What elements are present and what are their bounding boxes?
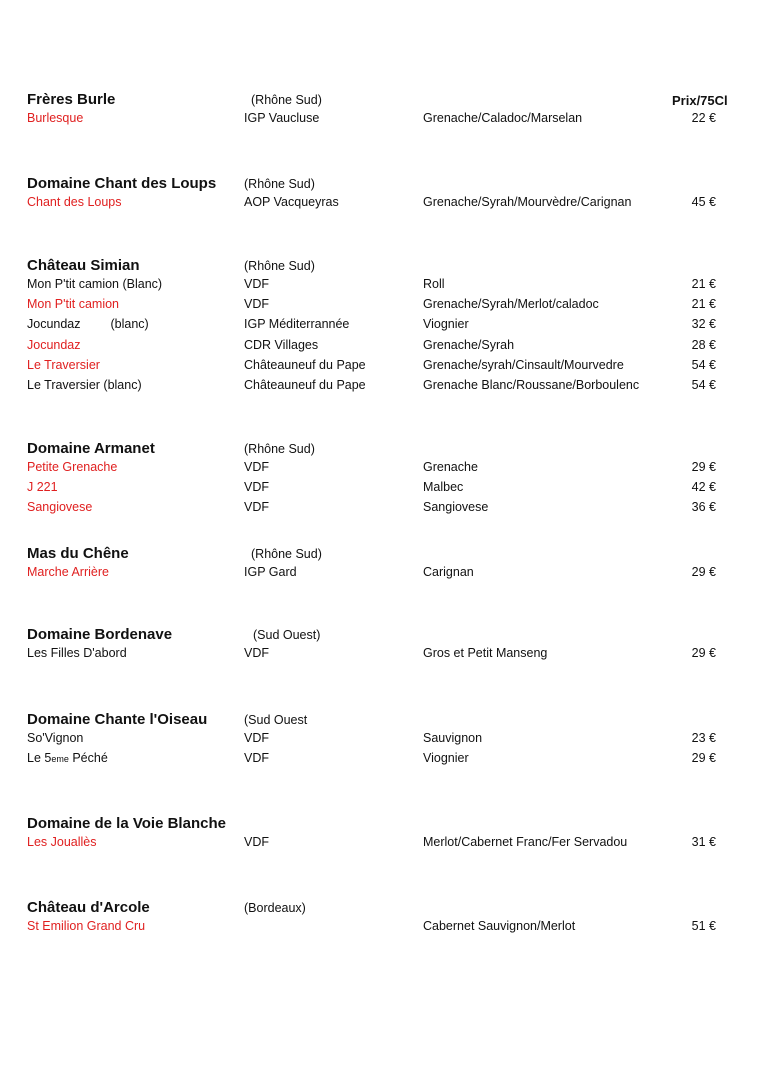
wine-grapes: Grenache/Caladoc/Marselan xyxy=(423,111,583,125)
wine-appellation: VDF xyxy=(244,835,269,849)
wine-grapes: Grenache xyxy=(423,460,478,474)
wine-grapes: Roll xyxy=(423,277,445,291)
wine-grapes: Cabernet Sauvignon/Merlot xyxy=(423,919,576,933)
wine-price: 29 € xyxy=(691,460,716,474)
producer-name: Domaine Chant des Loups xyxy=(27,175,217,192)
wine-name xyxy=(27,480,58,494)
wine-price: 28 € xyxy=(691,337,716,352)
producer-section xyxy=(27,815,747,855)
producer-name: Domaine de la Voie Blanche xyxy=(27,815,226,832)
wine-name xyxy=(27,751,108,765)
wine-name-text: Jocundaz xyxy=(27,337,81,352)
producer-name: Domaine Bordenave xyxy=(27,626,173,643)
producer-header xyxy=(27,257,747,277)
wine-grapes: Viognier xyxy=(423,751,469,766)
wine-name xyxy=(27,500,92,514)
wine-grapes: Grenache/syrah/Cinsault/Mourvedre xyxy=(423,357,624,372)
producer-section xyxy=(27,175,747,215)
wine-price: 21 € xyxy=(691,297,716,312)
wine-grapes: Grenache/Syrah/Merlot/caladoc xyxy=(423,297,599,312)
wine-row xyxy=(27,111,747,131)
wine-appellation: IGP Vaucluse xyxy=(244,111,320,125)
wine-price: 54 € xyxy=(691,357,716,372)
wine-appellation: VDF xyxy=(244,480,269,495)
producer-section xyxy=(27,899,747,939)
wine-price: 45 € xyxy=(691,195,716,209)
wine-name xyxy=(27,731,83,745)
wine-grapes: Sangiovese xyxy=(423,500,489,515)
producer-header xyxy=(27,626,747,646)
producer-section xyxy=(27,257,747,398)
producer-name: Mas du Chêne xyxy=(27,545,129,562)
producer-name: Domaine Chante l'Oiseau xyxy=(27,711,208,728)
wine-price: 23 € xyxy=(691,731,716,745)
producer-name: Domaine Armanet xyxy=(27,440,155,457)
wine-name-superscript: eme xyxy=(51,754,69,765)
wine-row xyxy=(27,358,747,378)
wine-grapes: Sauvignon xyxy=(423,731,483,745)
wine-name-text: Burlesque xyxy=(27,111,84,125)
producer-header xyxy=(27,711,747,731)
wine-row xyxy=(27,480,747,500)
producer-region: (Sud Ouest) xyxy=(253,628,321,642)
producer-region: (Rhône Sud) xyxy=(244,177,315,191)
wine-row xyxy=(27,195,747,215)
wine-appellation: VDF xyxy=(244,460,269,474)
producer-section xyxy=(27,626,747,666)
wine-name-text: Les Jouallès xyxy=(27,835,97,849)
wine-name-rest: Péché xyxy=(68,751,108,766)
wine-name xyxy=(27,317,149,331)
wine-row xyxy=(27,919,747,939)
producer-section xyxy=(27,545,747,585)
producer-name: Frères Burle xyxy=(27,91,116,108)
producer-section xyxy=(27,440,747,521)
wine-grapes: Grenache Blanc/Roussane/Borboulenc xyxy=(423,377,640,392)
wine-name xyxy=(27,646,127,660)
wine-grapes: Grenache/Syrah xyxy=(423,337,515,352)
wine-name-text: Petite Grenache xyxy=(27,460,118,474)
wine-name xyxy=(27,297,119,311)
producer-name: Château Simian xyxy=(27,257,140,274)
wine-row xyxy=(27,731,747,751)
wine-row xyxy=(27,460,747,480)
wine-name xyxy=(27,378,142,392)
producer-region: (Bordeaux) xyxy=(244,901,306,915)
wine-name-text: Sangiovese xyxy=(27,500,93,515)
producer-header xyxy=(27,175,747,195)
wine-row xyxy=(27,277,747,297)
wine-name-text: Jocundaz xyxy=(27,317,81,332)
wine-price: 22 € xyxy=(691,111,716,125)
wine-grapes: Merlot/Cabernet Franc/Fer Servadou xyxy=(423,835,628,849)
price-column-header: Prix/75Cl xyxy=(672,93,728,108)
producer-region: (Rhône Sud) xyxy=(244,259,315,273)
wine-name-text: J 221 xyxy=(27,480,58,495)
wine-appellation: VDF xyxy=(244,731,269,745)
wine-grapes: Viognier xyxy=(423,317,469,332)
wine-price: 51 € xyxy=(691,919,716,933)
producer-section xyxy=(27,91,747,131)
wine-grapes: Carignan xyxy=(423,565,474,579)
wine-appellation: Châteauneuf du Pape xyxy=(244,357,366,372)
wine-row xyxy=(27,751,747,771)
wine-grapes: Malbec xyxy=(423,480,464,495)
wine-price: 54 € xyxy=(691,377,716,392)
wine-name-suffix: (blanc) xyxy=(110,317,149,332)
wine-price: 21 € xyxy=(691,277,716,291)
producer-name: Château d'Arcole xyxy=(27,899,150,916)
wine-name xyxy=(27,358,100,372)
wine-name-text: St Emilion Grand Cru xyxy=(27,919,146,933)
wine-name-text: Le Traversier xyxy=(27,357,100,372)
wine-price: 29 € xyxy=(691,565,716,579)
wine-price: 32 € xyxy=(691,317,716,332)
wine-name-text: Le Traversier (blanc) xyxy=(27,377,142,392)
wine-appellation: Châteauneuf du Pape xyxy=(244,377,366,392)
wine-name-text: So'Vignon xyxy=(27,731,84,745)
wine-row xyxy=(27,565,747,585)
wine-grapes: Grenache/Syrah/Mourvèdre/Carignan xyxy=(423,195,632,209)
wine-name-text: Mon P'tit camion (Blanc) xyxy=(27,277,163,291)
producer-region: (Rhône Sud) xyxy=(251,547,322,561)
producer-header xyxy=(27,91,747,111)
producer-region: (Sud Ouest xyxy=(244,713,308,727)
wine-price: 29 € xyxy=(691,751,716,766)
producer-header xyxy=(27,815,747,835)
wine-row xyxy=(27,835,747,855)
wine-appellation: VDF xyxy=(244,500,269,515)
wine-appellation: VDF xyxy=(244,277,269,291)
wine-name xyxy=(27,338,81,352)
wine-price: 36 € xyxy=(691,500,716,515)
wine-grapes: Gros et Petit Manseng xyxy=(423,646,548,660)
wine-appellation: CDR Villages xyxy=(244,337,319,352)
wine-appellation: VDF xyxy=(244,751,269,766)
producer-section xyxy=(27,711,747,771)
wine-name-text: Le 5 xyxy=(27,751,52,766)
wine-name-text: Mon P'tit camion xyxy=(27,297,120,312)
wine-row xyxy=(27,646,747,666)
wine-row xyxy=(27,338,747,358)
producer-header xyxy=(27,545,747,565)
wine-name xyxy=(27,919,145,933)
wine-row xyxy=(27,297,747,317)
wine-appellation: IGP Gard xyxy=(244,565,297,579)
wine-row xyxy=(27,378,747,398)
wine-name-text: Les Filles D'abord xyxy=(27,646,127,660)
wine-price: 42 € xyxy=(691,480,716,495)
wine-appellation: VDF xyxy=(244,297,269,312)
wine-name xyxy=(27,277,162,291)
wine-appellation: AOP Vacqueyras xyxy=(244,195,339,209)
wine-name xyxy=(27,565,109,579)
producer-region: (Rhône Sud) xyxy=(251,93,322,107)
wine-row xyxy=(27,317,747,337)
wine-name xyxy=(27,835,97,849)
wine-appellation: VDF xyxy=(244,646,269,660)
producer-header xyxy=(27,899,747,919)
wine-name-text: Marche Arrière xyxy=(27,565,109,579)
wine-appellation: IGP Méditerrannée xyxy=(244,317,350,332)
producer-region: (Rhône Sud) xyxy=(244,442,315,456)
wine-name xyxy=(27,460,117,474)
wine-price: 29 € xyxy=(691,646,716,660)
wine-name xyxy=(27,195,122,209)
producer-header xyxy=(27,440,747,460)
wine-name xyxy=(27,111,83,125)
wine-name-text: Chant des Loups xyxy=(27,195,122,209)
wine-row xyxy=(27,500,747,520)
wine-price: 31 € xyxy=(691,835,716,849)
